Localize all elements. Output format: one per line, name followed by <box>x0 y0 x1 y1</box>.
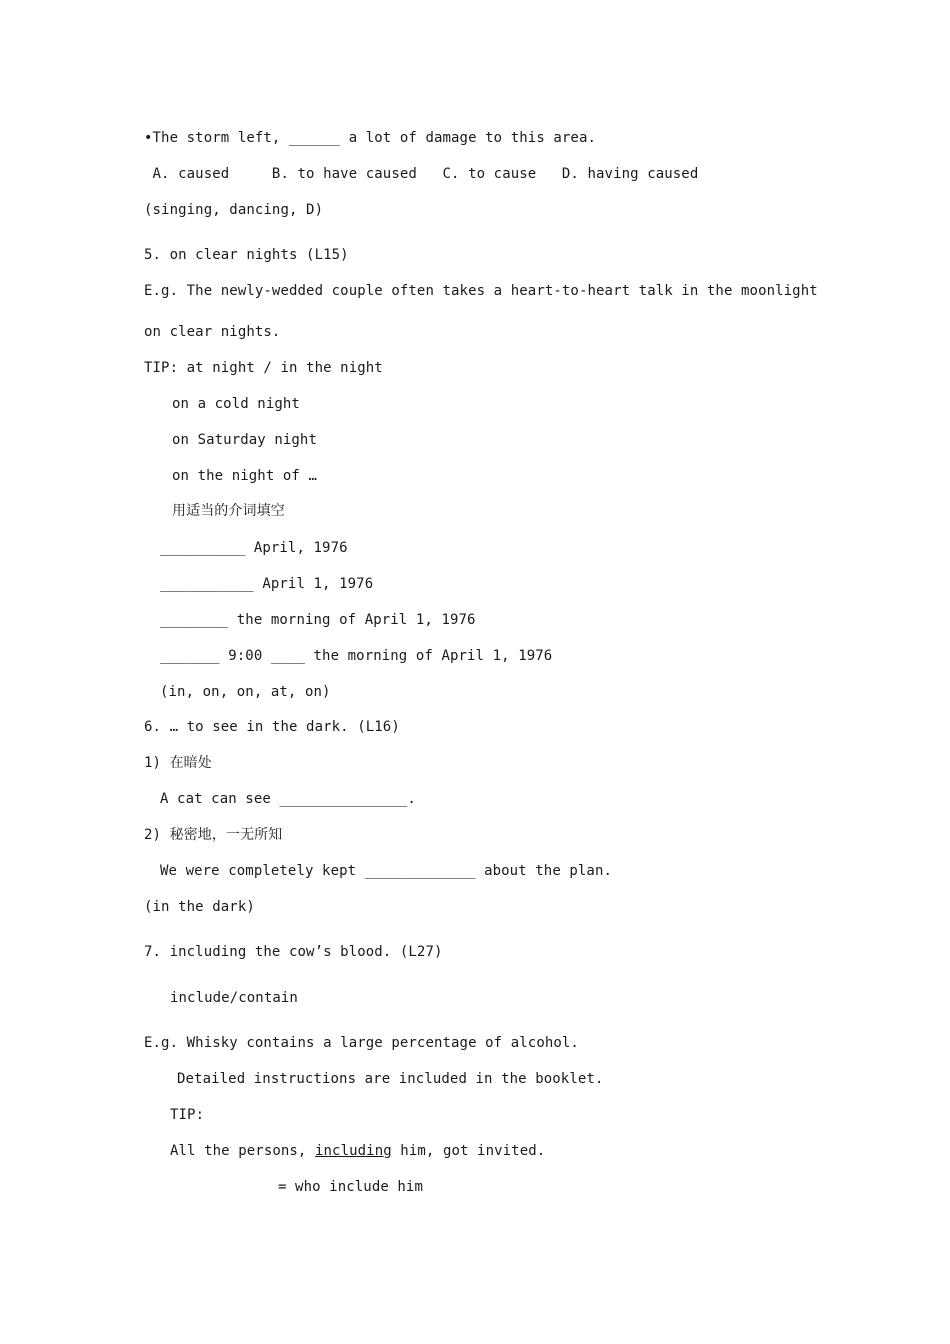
heading-item-5: 5. on clear nights (L15) <box>144 247 349 263</box>
example-including-end: him, got invited. <box>391 1143 546 1159</box>
tip-cold-night: on a cold night <box>172 396 300 412</box>
exercise-blank-3: ________ the morning of April 1, 1976 <box>160 612 476 628</box>
example-including <box>170 1142 545 1160</box>
exercise-blank-1: __________ April, 1976 <box>160 540 348 556</box>
meaning-2: 2) 秘密地，一无所知 <box>144 827 283 843</box>
include-contain: include/contain <box>170 990 298 1006</box>
exercise-cat: A cat can see _______________. <box>160 791 416 807</box>
underlined-including: including <box>315 1143 392 1159</box>
example-line-continued: on clear nights. <box>144 324 281 340</box>
answer-line-1: (singing, dancing, D) <box>144 202 324 218</box>
question-storm-sentence: •The storm left, ______ a lot of damage to this area. <box>144 130 597 146</box>
heading-item-7: 7. including the cow’s blood. (L27) <box>144 944 443 960</box>
meaning-1: 1) 在暗处 <box>144 755 212 771</box>
exercise-plan: We were completely kept _____________ about the plan. <box>160 863 613 879</box>
heading-item-6: 6. … to see in the dark. (L16) <box>144 719 400 735</box>
exercise-blank-2: ___________ April 1, 1976 <box>160 576 374 592</box>
tip-saturday-night: on Saturday night <box>172 432 317 448</box>
equivalent-clause: = who include him <box>278 1179 423 1195</box>
example-line-moonlight: E.g. The newly-wedded couple often takes a heart-to-heart talk in the moonlight <box>144 283 818 299</box>
answer-prepositions: (in, on, on, at, on) <box>160 684 331 700</box>
example-including-start: All the persons, <box>170 1143 315 1159</box>
example-booklet: Detailed instructions are included in the booklet. <box>177 1071 604 1087</box>
exercise-blank-4: _______ 9:00 ____ the morning of April 1, 1976 <box>160 648 553 664</box>
tip-night: TIP: at night / in the night <box>144 360 383 376</box>
tip-night-of: on the night of … <box>172 468 317 484</box>
example-whisky: E.g. Whisky contains a large percentage of alcohol. <box>144 1035 579 1051</box>
question-storm-options: A. caused B. to have caused C. to cause D. having caused <box>144 166 699 182</box>
answer-in-the-dark: (in the dark) <box>144 899 255 915</box>
tip-label: TIP: <box>170 1107 205 1123</box>
exercise-prompt-prepositions: 用适当的介词填空 <box>172 503 285 519</box>
